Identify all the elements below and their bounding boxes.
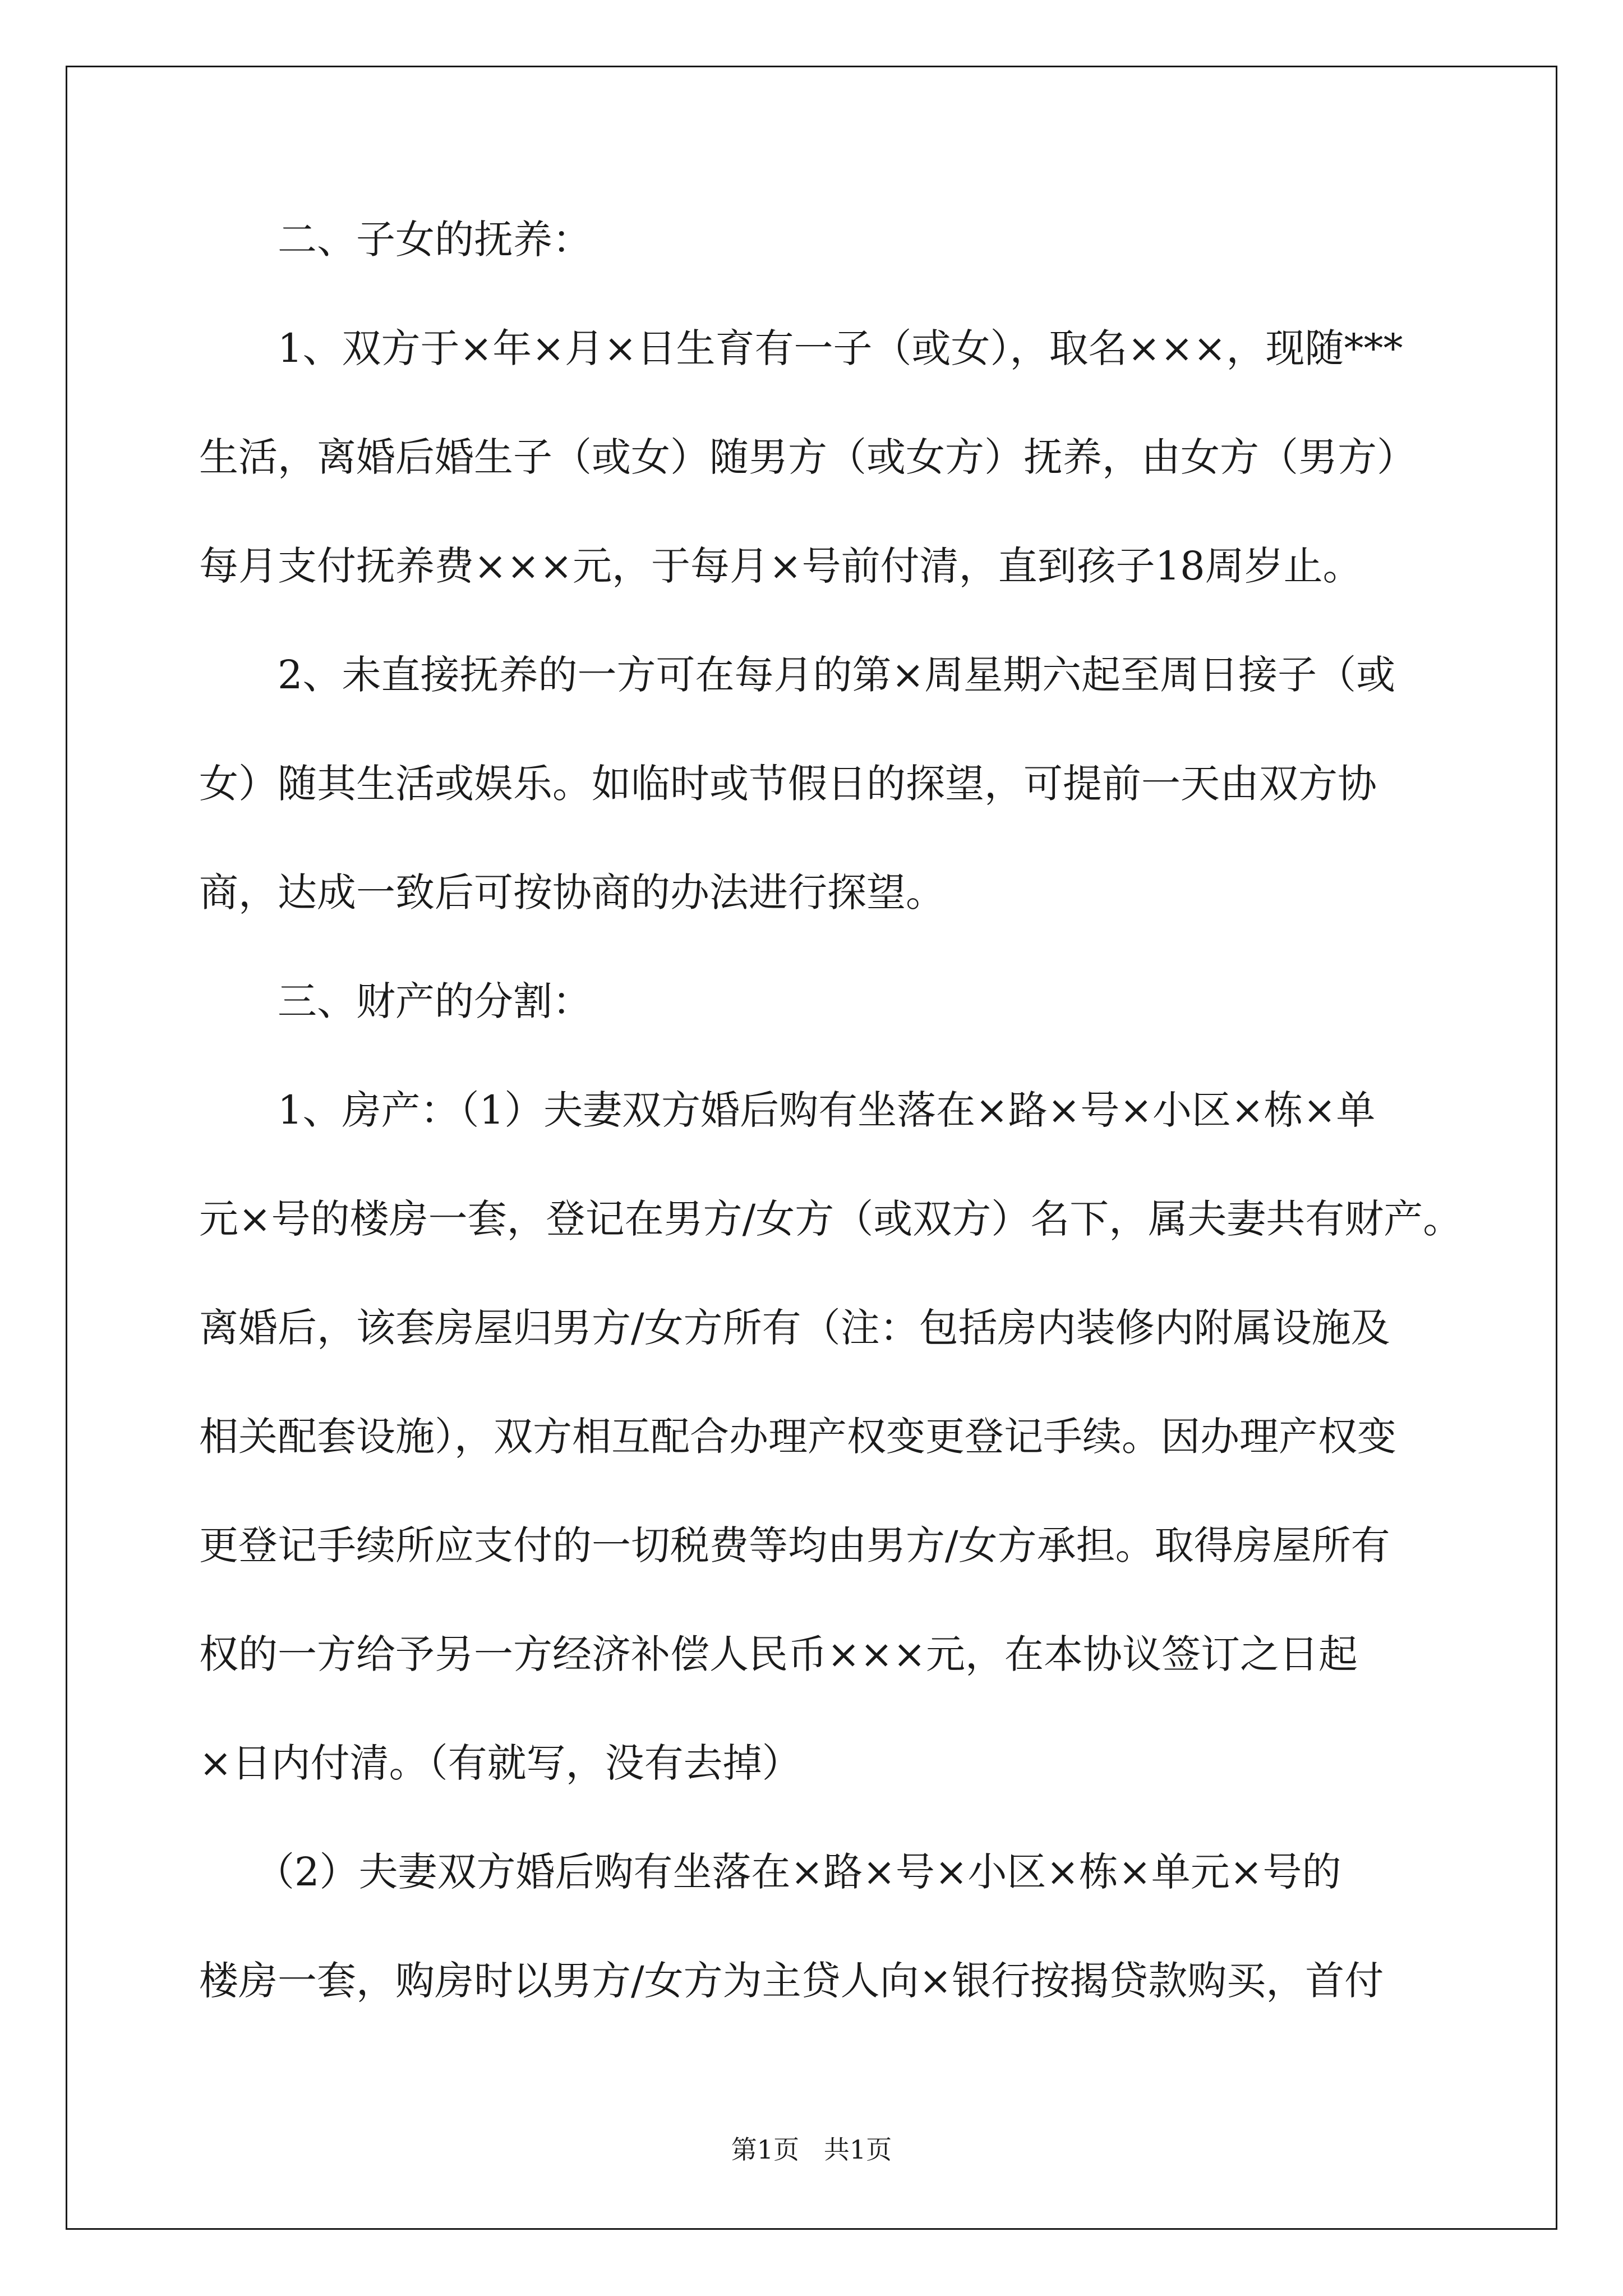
section-heading-property-division: 三、财产的分割： (278, 978, 592, 1024)
paragraph-line: 1、房产：（1）夫妻双方婚后购有坐落在×路×号×小区×栋×单 (278, 1087, 1376, 1133)
paragraph-line: 生活，离婚后婚生子（或女）随男方（或女方）抚养，由女方（男方） (199, 434, 1416, 480)
section-heading-child-custody: 二、子女的抚养： (278, 217, 592, 263)
paragraph-line: 1、双方于×年×月×日生育有一子（或女），取名×××，现随*** (278, 325, 1403, 371)
paragraph-line: 商，达成一致后可按协商的办法进行探望。 (199, 869, 945, 915)
paragraph-line: 离婚后，该套房屋归男方/女方所有（注：包括房内装修内附属设施及 (199, 1305, 1390, 1351)
paragraph-line: 女）随其生活或娱乐。如临时或节假日的探望，可提前一天由双方协 (199, 761, 1377, 807)
paragraph-line: 相关配套设施），双方相互配合办理产权变更登记手续。因办理产权变 (199, 1414, 1396, 1460)
paragraph-line: 楼房一套，购房时以男方/女方为主贷人向×银行按揭贷款购买，首付 (199, 1958, 1384, 2004)
paragraph-line: 2、未直接抚养的一方可在每月的第×周星期六起至周日接子（或 (278, 652, 1396, 698)
paragraph-line: 更登记手续所应支付的一切税费等均由男方/女方承担。取得房屋所有 (199, 1522, 1390, 1568)
paragraph-line: 每月支付抚养费×××元，于每月×号前付清，直到孩子18周岁止。 (199, 543, 1362, 589)
paragraph-line: 权的一方给予另一方经济补偿人民币×××元，在本协议签订之日起 (199, 1631, 1358, 1677)
paragraph-line: 元×号的楼房一套，登记在男方/女方（或双方）名下，属夫妻共有财产。 (199, 1196, 1463, 1242)
paragraph-line: （2）夫妻双方婚后购有坐落在×路×号×小区×栋×单元×号的 (255, 1849, 1341, 1895)
paragraph-line: ×日内付清。（有就写，没有去掉） (199, 1740, 801, 1786)
page-number-footer: 第1页 共1页 (731, 2134, 892, 2165)
document-body (199, 210, 1463, 2060)
